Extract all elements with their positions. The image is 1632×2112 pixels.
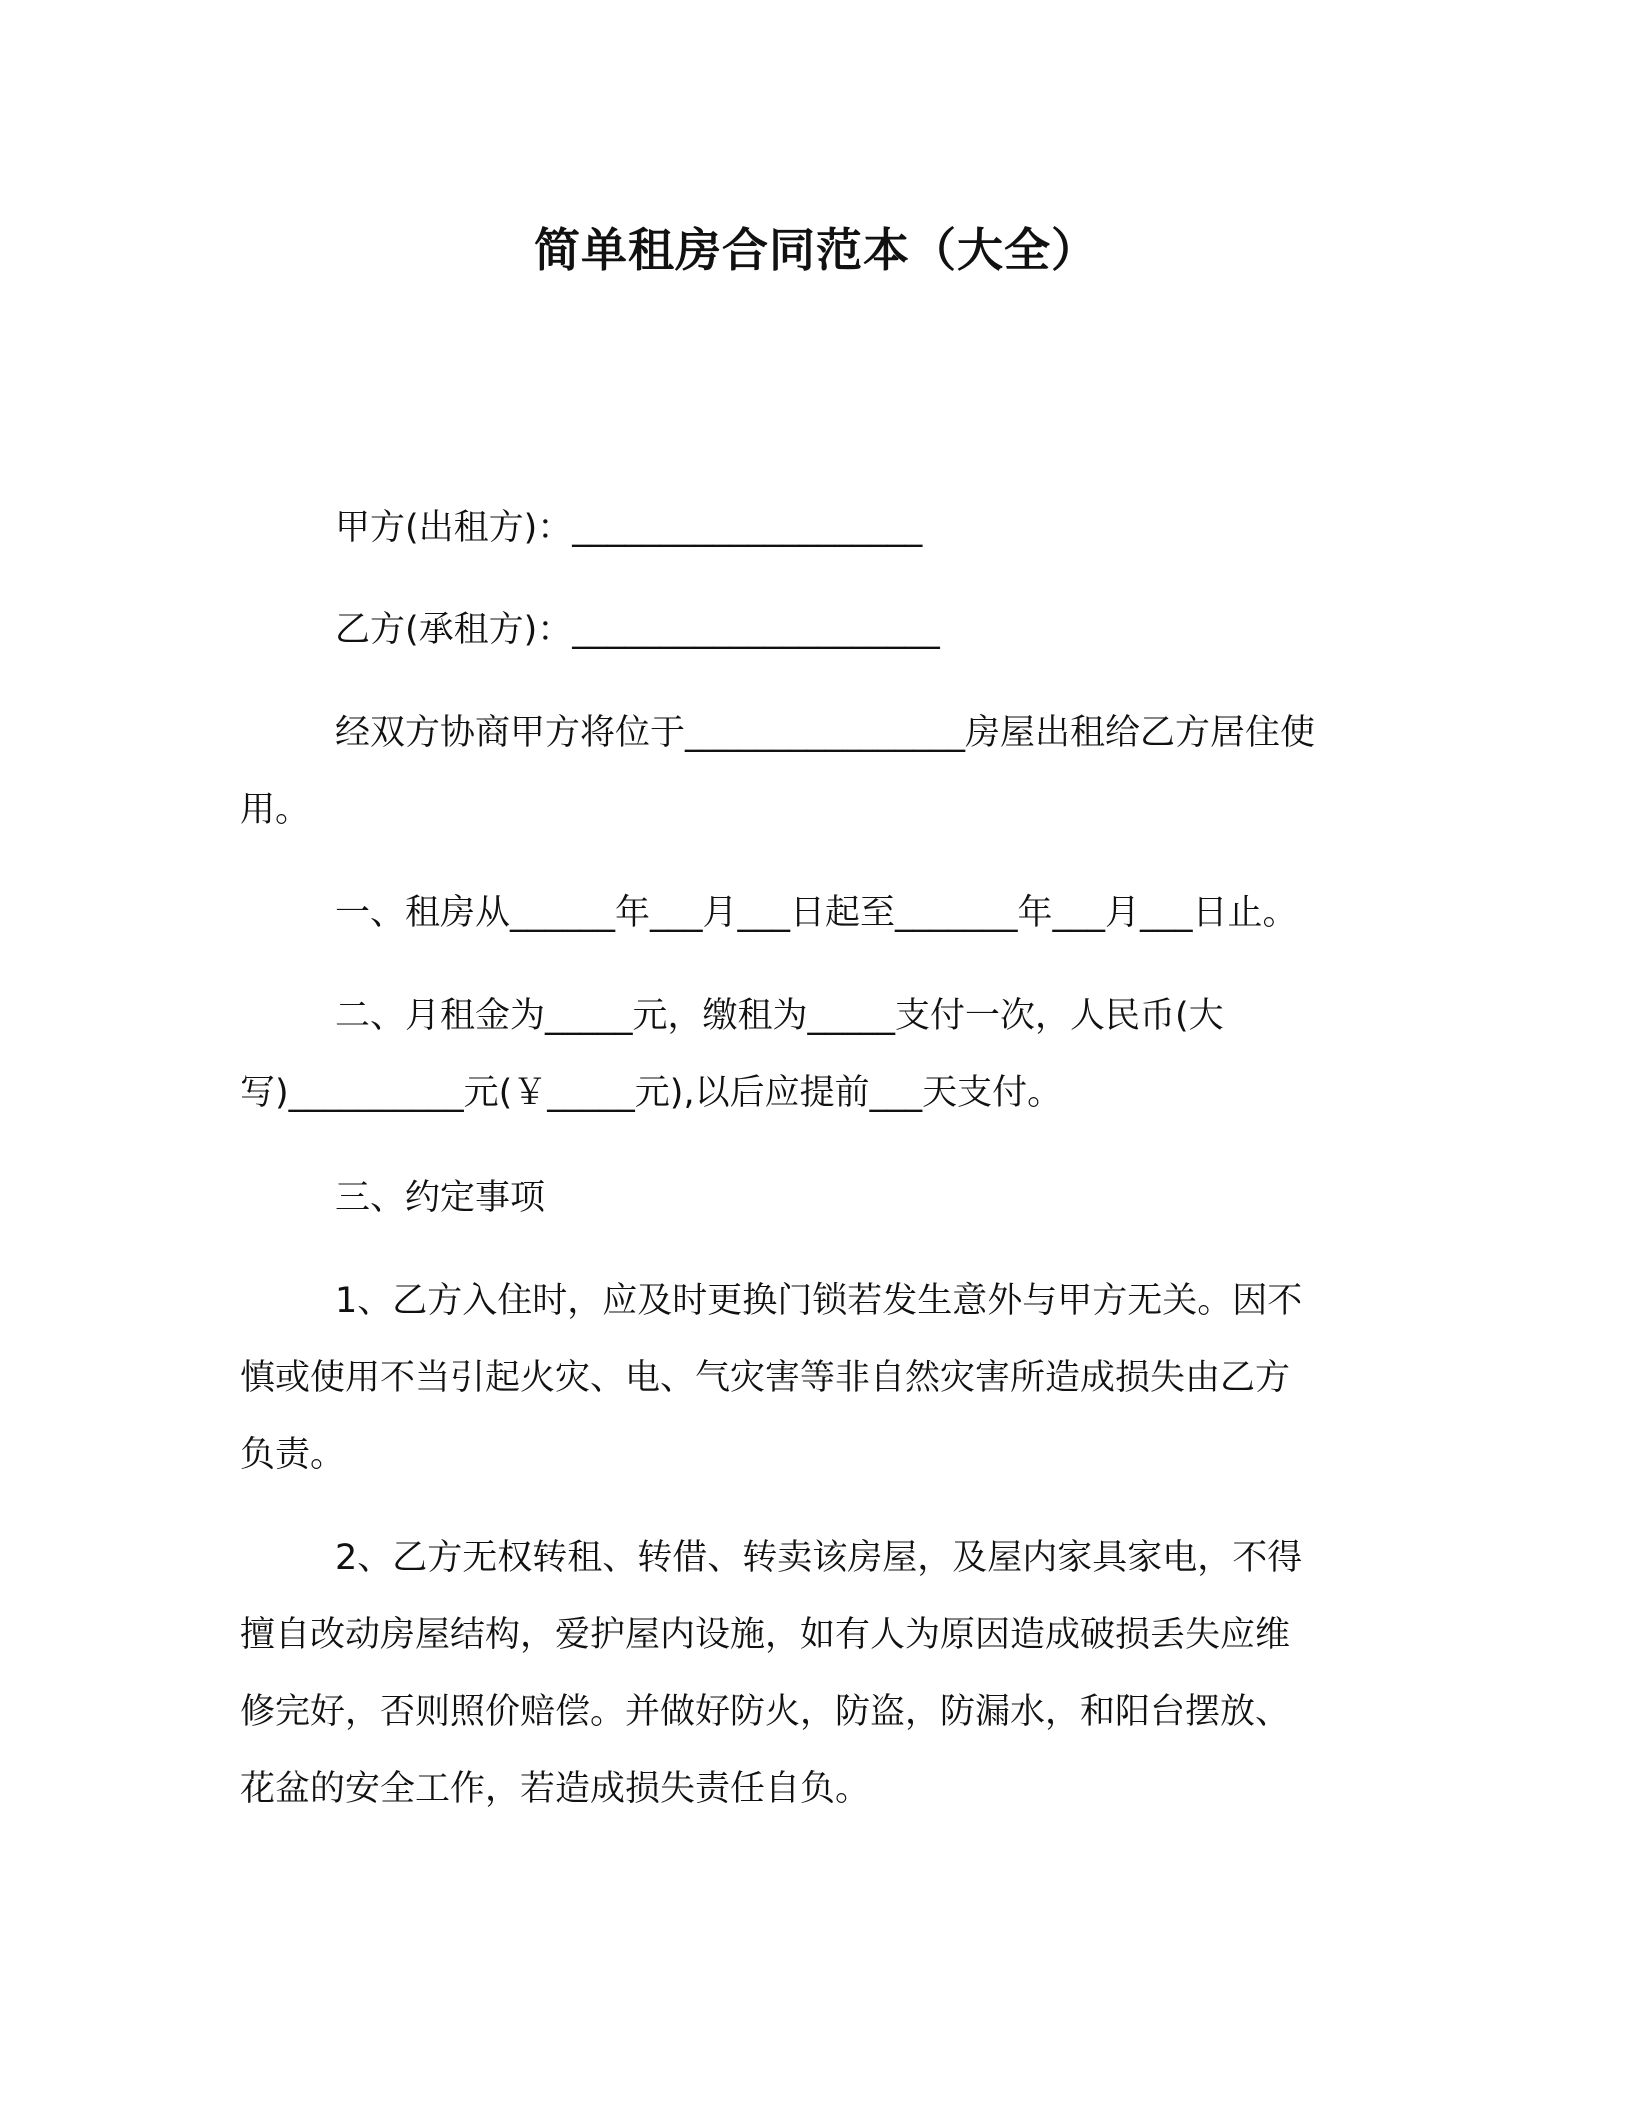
item-2-line-3: 修完好，否则照价赔偿。并做好防火，防盗，防漏水，和阳台摆放、	[240, 1692, 1291, 1732]
clause-3-heading	[240, 1160, 1370, 1237]
party-b-text: 乙方(承租方)：_____________________	[335, 610, 940, 650]
item-1-line-3: 负责。	[240, 1435, 346, 1475]
party-b-line	[240, 592, 1370, 669]
document-title: 简单租房合同范本（大全）	[534, 223, 1098, 277]
clause-2-line-1: 二、月租金为_____元，缴租为_____支付一次，人民币(大	[335, 996, 1224, 1036]
clause-2-paragraph	[240, 978, 1370, 1132]
item-1-line-2: 慎或使用不当引起火灾、电、气灾害等非自然灾害所造成损失由乙方	[240, 1358, 1291, 1398]
party-a-text: 甲方(出租方)：____________________	[335, 508, 923, 548]
clause-2-line-2: 写)__________元(￥_____元),以后应提前___天支付。	[240, 1073, 1063, 1113]
item-2-line-4: 花盆的安全工作，若造成损失责任自负。	[240, 1769, 871, 1809]
item-1-line-1: 1、乙方入住时，应及时更换门锁若发生意外与甲方无关。因不	[335, 1281, 1303, 1321]
clause-1-text: 一、租房从______年___月___日起至_______年___月___日止。	[335, 893, 1298, 933]
intro-paragraph	[240, 695, 1370, 849]
item-2-line-2: 擅自改动房屋结构，爱护屋内设施，如有人为原因造成破损丢失应维	[240, 1615, 1291, 1655]
item-2-paragraph	[240, 1520, 1370, 1828]
item-1-paragraph	[240, 1263, 1370, 1494]
clause-1-paragraph	[240, 875, 1370, 952]
intro-line-1: 经双方协商甲方将位于________________房屋出租给乙方居住使	[335, 713, 1316, 753]
clause-3-heading-text: 三、约定事项	[335, 1178, 546, 1218]
item-2-line-1: 2、乙方无权转租、转借、转卖该房屋，及屋内家具家电，不得	[335, 1538, 1303, 1578]
party-a-line	[240, 490, 1370, 567]
intro-line-2: 用。	[240, 790, 311, 830]
